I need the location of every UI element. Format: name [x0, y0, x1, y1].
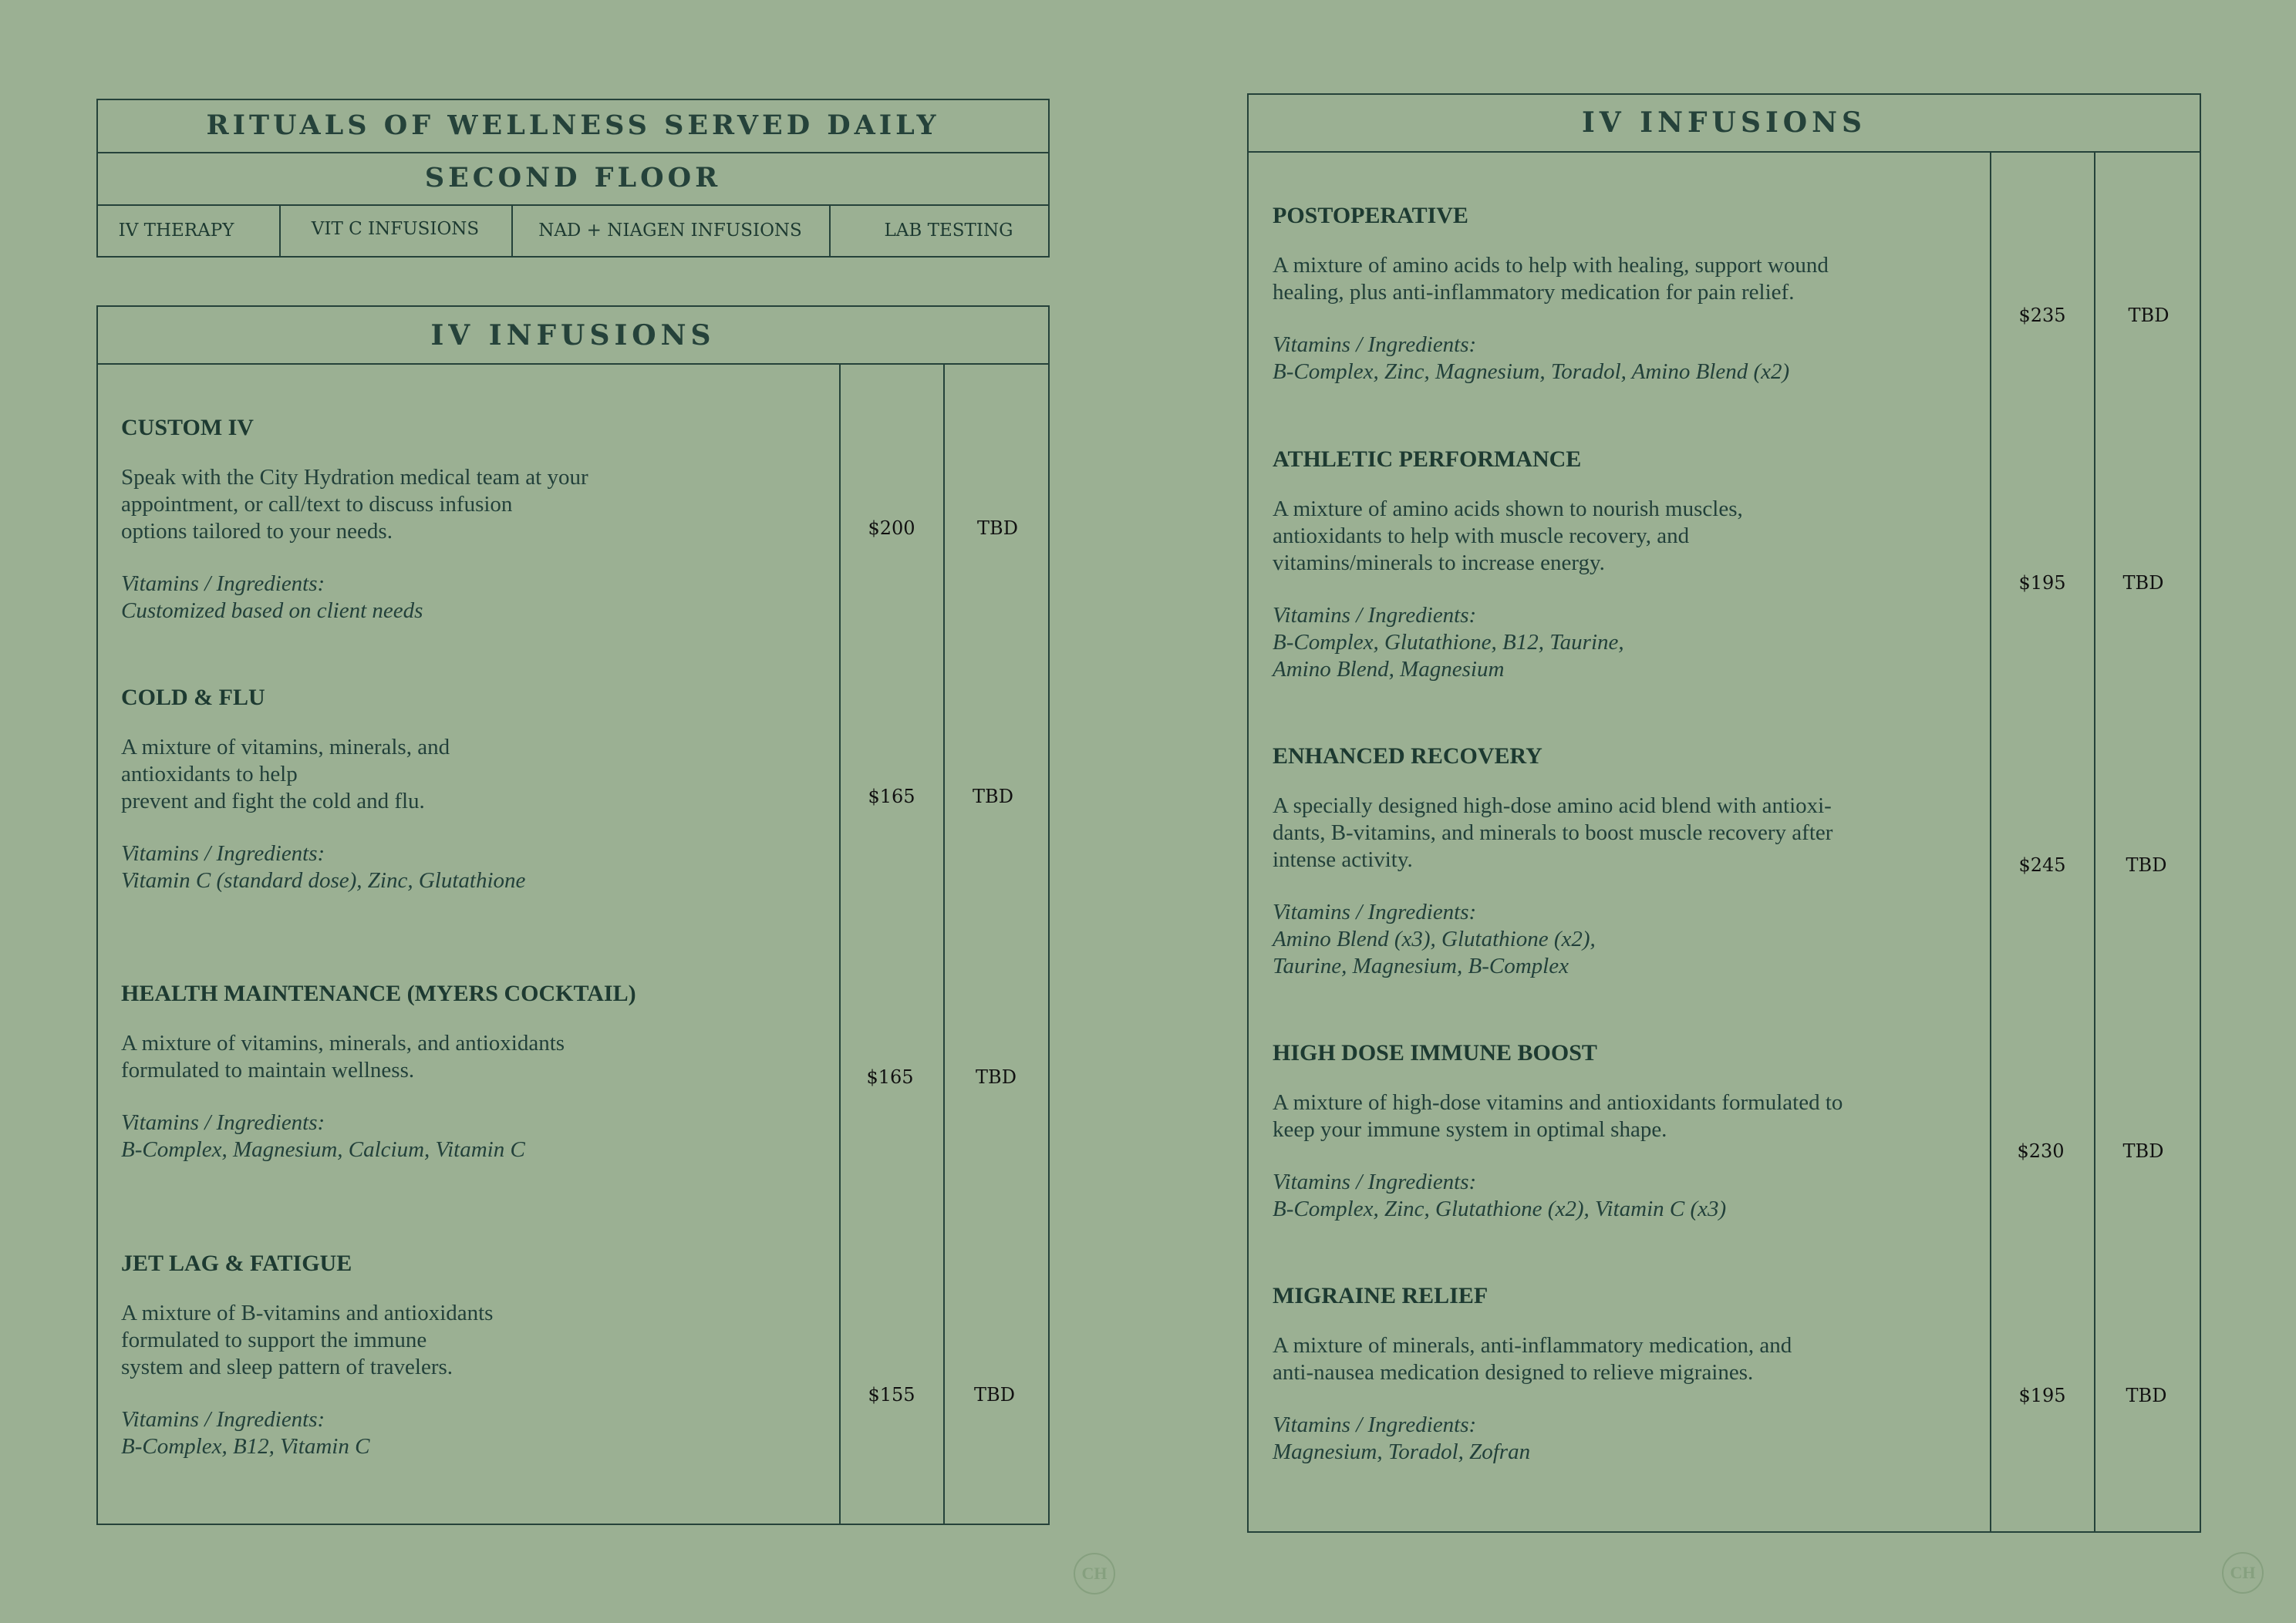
menu-item-cold-flu: [121, 685, 815, 894]
item-member-price: TBD: [974, 1384, 1015, 1406]
item-description: A mixture of amino acids shown to nourish muscles, antioxidants to help with muscle recovery, and vitamins/minerals to increase energy.: [1273, 497, 1743, 575]
item-ingredients: Vitamins / Ingredients: Magnesium, Toradol, Zofran: [1273, 1413, 1531, 1464]
item-ingredients: Vitamins / Ingredients: B-Complex, Zinc, Glutathione (x2), Vitamin C (x3): [1273, 1170, 1727, 1221]
item-member-price: TBD: [2128, 305, 2170, 326]
section-title: IV INFUSIONS: [1581, 106, 1867, 139]
menu-item-custom-iv: [121, 415, 815, 625]
item-member-price: TBD: [2122, 1140, 2164, 1162]
item-price: $195: [2018, 1385, 2066, 1406]
item-description: A mixture of minerals, anti-inflammatory medication, and anti-nausea medication designed to relieve migraines.: [1273, 1333, 1792, 1385]
item-description: A mixture of vitamins, minerals, and antioxidants to help prevent and fight the cold and flu.: [121, 735, 450, 813]
menu-item-enhanced-recovery: [1273, 743, 1974, 980]
item-member-price: TBD: [2122, 572, 2164, 594]
item-price: $200: [868, 517, 915, 539]
item-member-price: TBD: [977, 517, 1018, 539]
item-ingredients: Vitamins / Ingredients: B-Complex, B12, Vitamin C: [121, 1407, 370, 1459]
item-name: ATHLETIC PERFORMANCE: [1273, 446, 1582, 472]
divider: [96, 363, 1050, 365]
item-price: $245: [2018, 854, 2066, 876]
divider: [839, 363, 841, 1525]
item-description: Speak with the City Hydration medical team at your appointment, or call/text to discuss infusion options tailored to your needs.: [121, 465, 588, 544]
item-price: $230: [2017, 1140, 2065, 1162]
nav-vit-c-infusions[interactable]: VIT C INFUSIONS: [311, 219, 480, 239]
item-price: $235: [2018, 305, 2066, 326]
item-ingredients: Vitamins / Ingredients: Customized based on client needs: [121, 571, 423, 623]
divider: [96, 204, 1050, 206]
section-title: IV INFUSIONS: [430, 319, 716, 352]
brand-logo-icon: CH: [1074, 1553, 1115, 1594]
item-member-price: TBD: [2126, 854, 2167, 876]
divider: [96, 152, 1050, 153]
item-price: $165: [868, 786, 915, 807]
item-name: POSTOPERATIVE: [1273, 203, 1468, 228]
item-description: A mixture of amino acids to help with healing, support wound healing, plus anti-inflammatory medication for pain relief.: [1273, 253, 1829, 305]
item-name: MIGRAINE RELIEF: [1273, 1283, 1489, 1308]
item-name: CUSTOM IV: [121, 415, 254, 440]
brand-logo-icon: CH: [2222, 1552, 2264, 1594]
menu-item-athletic-performance: [1273, 446, 1974, 683]
item-ingredients: Vitamins / Ingredients: B-Complex, Zinc, Magnesium, Toradol, Amino Blend (x2): [1273, 332, 1790, 384]
divider: [829, 204, 831, 258]
divider: [943, 363, 945, 1525]
item-description: A specially designed high-dose amino acid blend with antioxi- dants, B-vitamins, and minerals to boost muscle recovery after intense activity.: [1273, 793, 1833, 872]
nav-iv-therapy[interactable]: IV THERAPY: [118, 221, 234, 241]
item-price: $155: [868, 1384, 915, 1406]
item-member-price: TBD: [973, 786, 1013, 807]
item-name: ENHANCED RECOVERY: [1273, 743, 1542, 769]
item-description: A mixture of B-vitamins and antioxidants formulated to support the immune system and sleep pattern of travelers.: [121, 1301, 494, 1379]
menu-item-postoperative: [1273, 203, 1974, 386]
item-description: A mixture of high-dose vitamins and antioxidants formulated to keep your immune system in optimal shape.: [1273, 1090, 1843, 1142]
item-price: $165: [866, 1066, 914, 1088]
item-ingredients: Vitamins / Ingredients: B-Complex, Glutathione, B12, Taurine, Amino Blend, Magnesium: [1273, 603, 1624, 682]
floor-title: SECOND FLOOR: [424, 162, 722, 194]
item-member-price: TBD: [2126, 1385, 2167, 1406]
menu-item-jet-lag-fatigue: [121, 1251, 815, 1460]
nav-nad-niagen-infusions[interactable]: NAD + NIAGEN INFUSIONS: [538, 221, 802, 241]
menu-item-health-maintenance: [121, 981, 815, 1163]
menu-item-high-dose-immune-boost: [1273, 1040, 1974, 1223]
item-name: HEALTH MAINTENANCE (MYERS COCKTAIL): [121, 981, 636, 1006]
item-member-price: TBD: [976, 1066, 1017, 1088]
item-ingredients: Vitamins / Ingredients: Vitamin C (standard dose), Zinc, Glutathione: [121, 841, 526, 893]
item-price: $195: [2018, 572, 2066, 594]
menu-item-migraine-relief: [1273, 1283, 1974, 1466]
item-ingredients: Vitamins / Ingredients: B-Complex, Magnesium, Calcium, Vitamin C: [121, 1110, 525, 1162]
divider: [2094, 151, 2095, 1533]
item-name: COLD & FLU: [121, 685, 265, 710]
divider: [1990, 151, 1991, 1533]
item-name: HIGH DOSE IMMUNE BOOST: [1273, 1040, 1597, 1066]
item-name: JET LAG & FATIGUE: [121, 1251, 352, 1276]
divider: [1247, 151, 2201, 153]
nav-lab-testing[interactable]: LAB TESTING: [884, 221, 1013, 241]
item-description: A mixture of vitamins, minerals, and antioxidants formulated to maintain wellness.: [121, 1031, 565, 1083]
page-title: RITUALS OF WELLNESS SERVED DAILY: [206, 109, 940, 141]
item-ingredients: Vitamins / Ingredients: Amino Blend (x3), Glutathione (x2), Taurine, Magnesium, B-Complex: [1273, 900, 1596, 978]
